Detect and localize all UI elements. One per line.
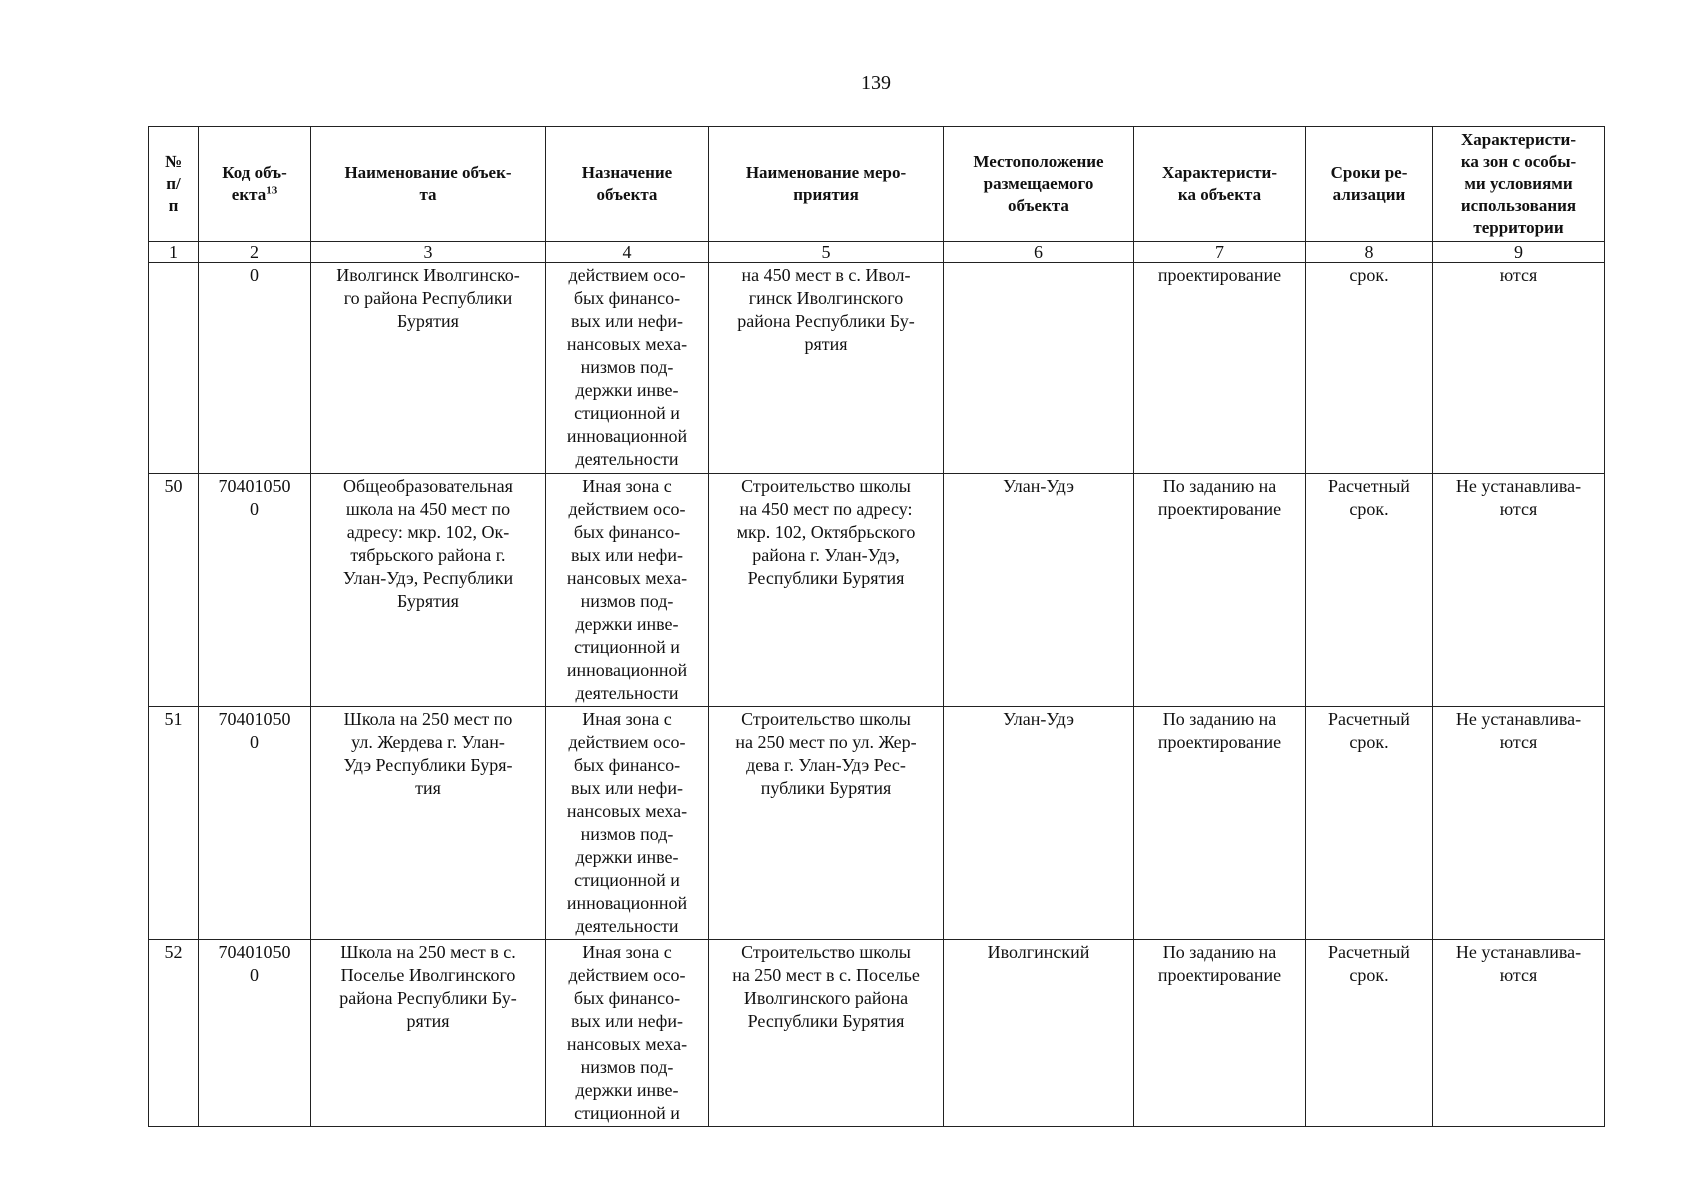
header-term: Сроки ре- ализации [1306, 127, 1433, 242]
cell-characteristic: По заданию на проектирование [1134, 940, 1306, 1127]
header-object-name: Наименование объек- та [311, 127, 546, 242]
cell-location: Улан-Удэ [944, 707, 1134, 940]
column-number: 6 [944, 242, 1134, 263]
table-row [149, 707, 1605, 940]
header-location: Местоположение размещаемого объекта [944, 127, 1134, 242]
cell-zones: Не устанавлива- ются [1433, 474, 1605, 707]
header-row [149, 127, 1605, 242]
column-number: 7 [1134, 242, 1306, 263]
cell-zones: ются [1433, 263, 1605, 474]
cell-purpose: Иная зона с действием осо- бых финансо- вых или нефи- нансовых меха- низмов под- держки инве- стиционной и инновационной деятельности [546, 474, 709, 707]
cell-purpose: Иная зона с действием осо- бых финансо- вых или нефи- нансовых меха- низмов под- держки инве- стиционной и инновационной деятельности [546, 707, 709, 940]
header-number: № п/ п [149, 127, 199, 242]
header-measure-name: Наименование меро- приятия [709, 127, 944, 242]
cell-code: 70401050 0 [199, 940, 311, 1127]
cell-purpose: действием осо- бых финансо- вых или нефи- нансовых меха- низмов под- держки инве- стиционной и инновационной деятельности [546, 263, 709, 474]
column-number: 2 [199, 242, 311, 263]
cell-term: Расчетный срок. [1306, 474, 1433, 707]
cell-code: 70401050 0 [199, 707, 311, 940]
table-row [149, 263, 1605, 474]
column-number: 1 [149, 242, 199, 263]
column-number-row [149, 242, 1605, 263]
cell-location: Улан-Удэ [944, 474, 1134, 707]
cell-number: 52 [149, 940, 199, 1127]
cell-code: 70401050 0 [199, 474, 311, 707]
column-number: 5 [709, 242, 944, 263]
cell-characteristic: По заданию на проектирование [1134, 474, 1306, 707]
cell-number: 50 [149, 474, 199, 707]
cell-number [149, 263, 199, 474]
cell-measure: Строительство школы на 450 мест по адресу: мкр. 102, Октябрьского района г. Улан-Удэ, Республики Бурятия [709, 474, 944, 707]
cell-zones: Не устанавлива- ются [1433, 940, 1605, 1127]
column-number: 8 [1306, 242, 1433, 263]
cell-measure: Строительство школы на 250 мест по ул. Жер- дева г. Улан-Удэ Рес- публики Бурятия [709, 707, 944, 940]
cell-name: Школа на 250 мест в с. Поселье Иволгинского района Республики Бу- рятия [311, 940, 546, 1127]
objects-table [148, 126, 1605, 1127]
page-number: 139 [861, 72, 891, 94]
cell-measure: Строительство школы на 250 мест в с. Поселье Иволгинского района Республики Бурятия [709, 940, 944, 1127]
cell-measure: на 450 мест в с. Ивол- гинск Иволгинского района Республики Бу- рятия [709, 263, 944, 474]
header-object-code: Код объ- екта$^{13}$ [199, 127, 311, 242]
header-characteristic: Характеристи- ка объекта [1134, 127, 1306, 242]
cell-name: Школа на 250 мест по ул. Жердева г. Улан- Удэ Республики Буря- тия [311, 707, 546, 940]
cell-purpose: Иная зона с действием осо- бых финансо- вых или нефи- нансовых меха- низмов под- держки инве- стиционной и [546, 940, 709, 1127]
cell-name: Иволгинск Иволгинско- го района Республики Бурятия [311, 263, 546, 474]
cell-name: Общеобразовательная школа на 450 мест по адресу: мкр. 102, Ок- тябрьского района г. Улан-Удэ, Республики Бурятия [311, 474, 546, 707]
cell-term: срок. [1306, 263, 1433, 474]
column-number: 9 [1433, 242, 1605, 263]
cell-code: 0 [199, 263, 311, 474]
table-row [149, 940, 1605, 1127]
table-row [149, 474, 1605, 707]
cell-characteristic: По заданию на проектирование [1134, 707, 1306, 940]
header-object-purpose: Назначение объекта [546, 127, 709, 242]
cell-term: Расчетный срок. [1306, 707, 1433, 940]
footnote-ref: 13 [266, 184, 278, 197]
cell-characteristic: проектирование [1134, 263, 1306, 474]
cell-term: Расчетный срок. [1306, 940, 1433, 1127]
cell-location [944, 263, 1134, 474]
column-number: 3 [311, 242, 546, 263]
cell-zones: Не устанавлива- ются [1433, 707, 1605, 940]
cell-number: 51 [149, 707, 199, 940]
cell-location: Иволгинский [944, 940, 1134, 1127]
column-number: 4 [546, 242, 709, 263]
header-zones: Характеристи- ка зон с особы- ми условиями использования территории [1433, 127, 1605, 242]
